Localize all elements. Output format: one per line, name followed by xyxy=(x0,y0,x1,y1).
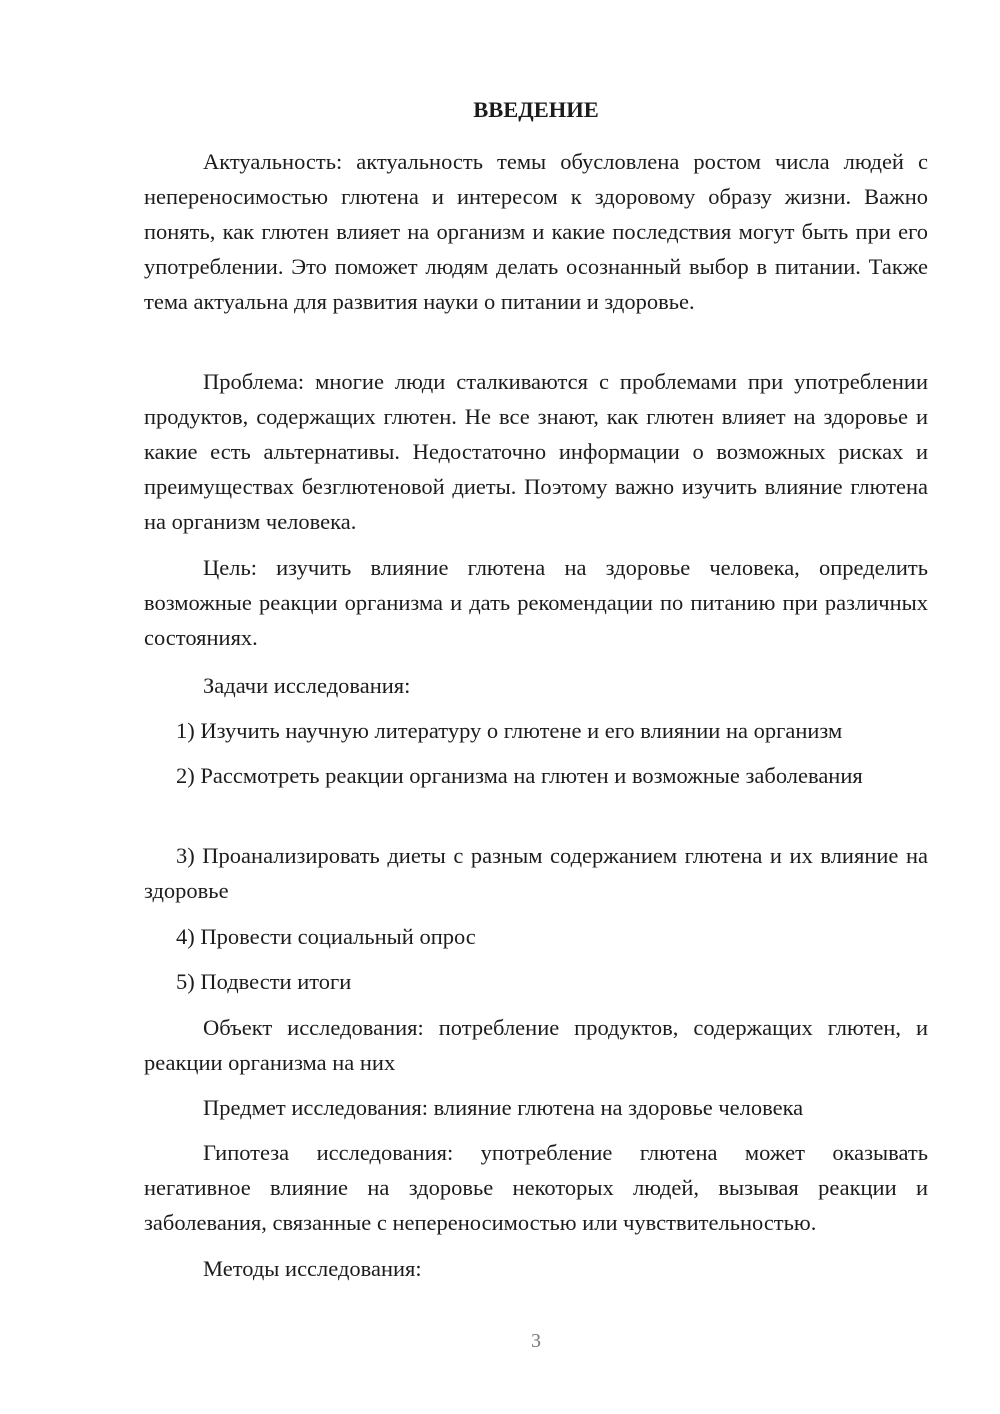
page-number: 3 xyxy=(531,1330,541,1352)
subject-paragraph: Предмет исследования: влияние глютена на здоровье человека xyxy=(203,1095,804,1120)
task-item-4: 4) Провести социальный опрос xyxy=(176,924,476,949)
tasks-title: Задачи исследования: xyxy=(203,673,411,698)
object-paragraph: Объект исследования: потребление продуктов, содержащих глютен, и реакции организма на них xyxy=(144,1015,928,1075)
section-heading: ВВЕДЕНИЕ xyxy=(473,97,599,122)
methods-paragraph: Методы исследования: xyxy=(203,1256,422,1281)
goal-paragraph: Цель: изучить влияние глютена на здоровье человека, определить возможные реакции организма и дать рекомендации по питанию при различных состояниях. xyxy=(144,555,928,650)
task-item-5: 5) Подвести итоги xyxy=(176,969,352,994)
relevance-paragraph: Актуальность: актуальность темы обусловлена ростом числа людей с непереносимостью глютена и интересом к здоровому образу жизни. Важно понять, как глютен влияет на организм и какие последствия могут быть при его употреблении. Это поможет людям делать осознанный выбор в питании. Также тема актуальна для развития науки о питании и здоровье. xyxy=(144,149,928,314)
task-item-2: 2) Рассмотреть реакции организма на глютен и возможные заболевания xyxy=(176,763,863,788)
problem-paragraph: Проблема: многие люди сталкиваются с проблемами при употреблении продуктов, содержащих глютен. Не все знают, как глютен влияет на здоровье и какие есть альтернативы. Недостаточно информации о возможных рисках и преимуществах безглютеновой диеты. Поэтому важно изучить влияние глютена на организм человека. xyxy=(144,369,928,534)
task-item-1: 1) Изучить научную литературу о глютене и его влиянии на организм xyxy=(176,718,843,743)
hypothesis-paragraph: Гипотеза исследования: употребление глютена может оказывать негативное влияние на здоровье некоторых людей, вызывая реакции и заболевания, связанные с непереносимостью или чувствительностью. xyxy=(144,1140,928,1235)
task-item-3: 3) Проанализировать диеты с разным содержанием глютена и их влияние на здоровье xyxy=(144,843,928,903)
